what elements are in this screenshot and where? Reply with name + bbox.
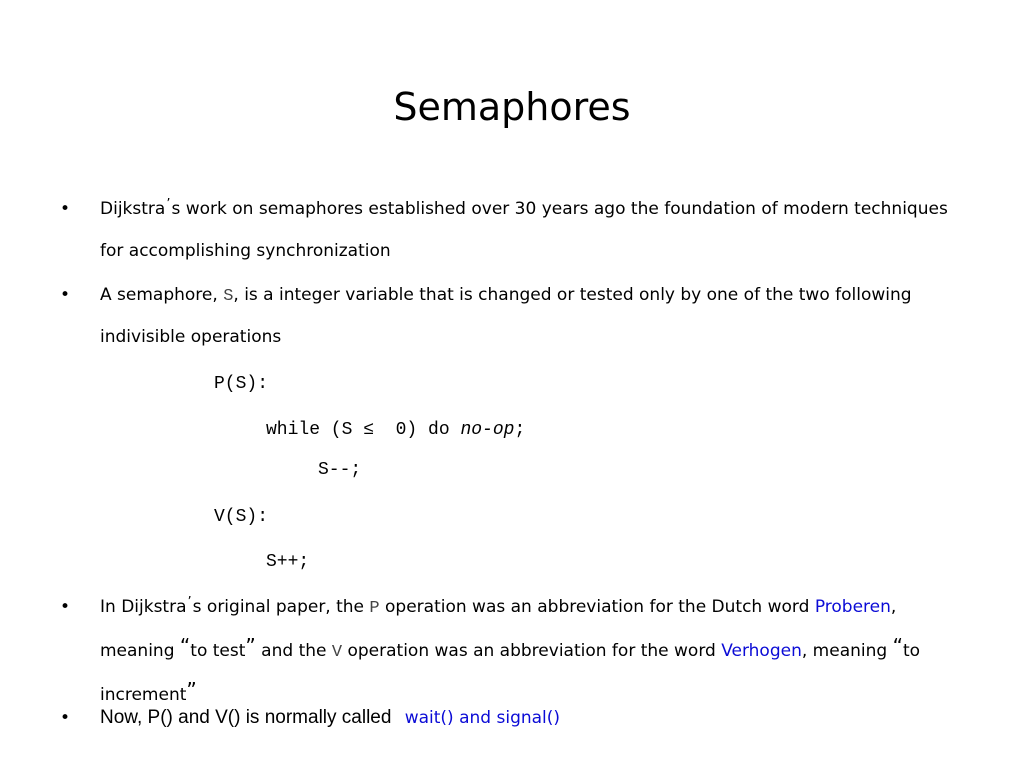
bullet-text xyxy=(100,704,560,732)
text-segment: increment xyxy=(100,685,187,705)
code-p-label: P(S): xyxy=(214,374,269,394)
text-segment: and the xyxy=(255,641,332,661)
bullet-icon: • xyxy=(60,285,71,305)
apostrophe: ’ xyxy=(166,197,171,212)
bullet-item-dijkstra-work xyxy=(60,189,960,271)
text-segment: Now, P() and V() is normally called xyxy=(100,707,397,728)
text-segment: s work on semaphores established over 30 years ago the foundation of modern techniques xyxy=(171,199,948,219)
text-segment: to xyxy=(902,641,921,661)
text-segment: to test xyxy=(190,641,246,661)
close-quote: ” xyxy=(186,678,197,702)
code-decrement: S--; xyxy=(318,460,362,480)
bullet-icon: • xyxy=(60,597,71,617)
text-segment: , xyxy=(890,597,897,617)
open-quote: “ xyxy=(892,634,903,658)
code-segment: while (S ≤ 0) do xyxy=(266,420,461,440)
close-quote: ” xyxy=(245,634,256,658)
bullet-text xyxy=(100,189,970,272)
text-segment: Dijkstra xyxy=(100,199,166,219)
bullet-icon: • xyxy=(60,199,71,219)
open-quote: “ xyxy=(179,634,191,658)
code-noop: no-op xyxy=(460,420,515,440)
slide-title: Semaphores xyxy=(393,85,631,129)
inline-code-v: V xyxy=(331,643,343,662)
bullet-icon: • xyxy=(60,708,71,728)
bullet-item-dijkstra-paper xyxy=(60,587,960,710)
inline-code-s: S xyxy=(223,287,234,306)
code-while-line xyxy=(266,418,525,442)
text-segment: operation was an abbreviation for the Dutch word xyxy=(379,597,815,617)
text-segment: indivisible operations xyxy=(100,327,282,347)
code-v-label: V(S): xyxy=(214,507,269,527)
text-segment: In Dijkstra xyxy=(100,597,187,617)
code-segment: ; xyxy=(514,420,526,440)
text-segment: meaning xyxy=(100,641,180,661)
text-segment: for accomplishing synchronization xyxy=(100,241,391,261)
text-segment: , meaning xyxy=(801,641,893,661)
code-increment: S++; xyxy=(266,552,310,572)
text-segment: , is a integer variable that is changed or tested only by one of the two following xyxy=(233,285,912,305)
bullet-text xyxy=(100,587,970,716)
bullet-text xyxy=(100,275,970,358)
inline-code-p: P xyxy=(369,599,380,618)
verhogen-link[interactable]: Verhogen xyxy=(721,641,802,661)
wait-signal-link[interactable]: wait() and signal() xyxy=(404,708,561,728)
proberen-link[interactable]: Proberen xyxy=(814,597,891,617)
text-segment: s original paper, the xyxy=(192,597,370,617)
apostrophe: ’ xyxy=(187,595,192,610)
bullet-item-semaphore-definition xyxy=(60,275,960,357)
text-segment: operation was an abbreviation for the word xyxy=(342,641,722,661)
text-segment: A semaphore, xyxy=(100,285,224,305)
